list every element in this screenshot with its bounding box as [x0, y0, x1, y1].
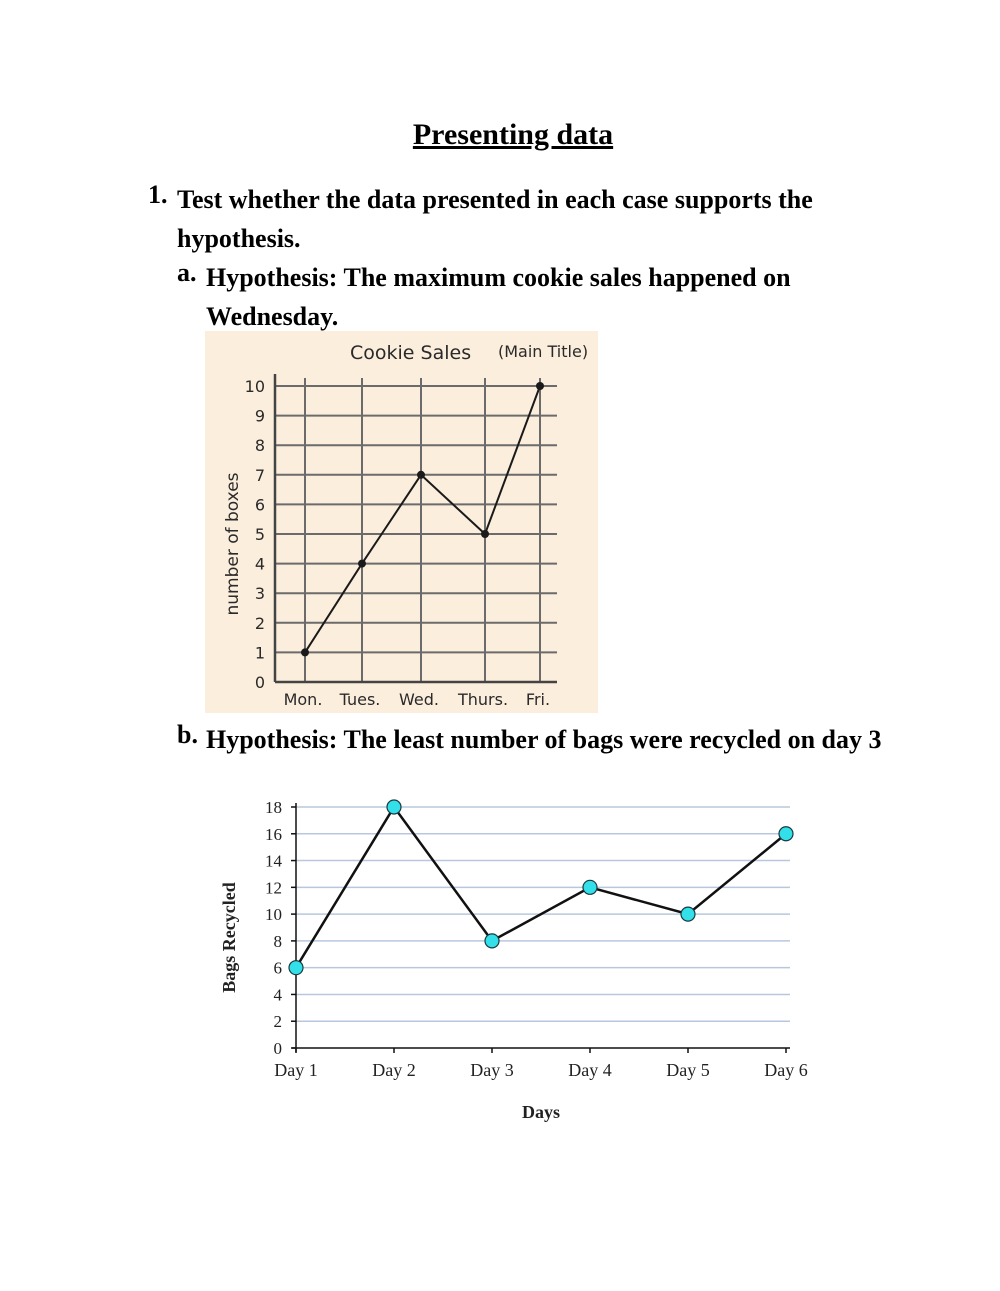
y-tick-label: 12	[265, 878, 282, 898]
y-tick-label: 2	[273, 1012, 282, 1032]
y-tick-label: 4	[254, 554, 265, 574]
part-a-letter: a.	[177, 258, 197, 287]
chart-title: Cookie Sales	[350, 342, 472, 364]
x-tick-label: Day 3	[470, 1060, 514, 1080]
y-tick-label: 18	[265, 798, 282, 817]
part-b-letter: b.	[177, 720, 198, 749]
x-tick-label: Thurs.	[457, 690, 509, 709]
x-tick-label: Day 2	[372, 1060, 416, 1080]
y-tick-label: 0	[254, 673, 265, 692]
x-axis-label: Days	[521, 1102, 561, 1122]
data-point	[387, 800, 401, 814]
x-tick-label: Day 4	[568, 1060, 612, 1080]
x-tick-label: Wed.	[399, 690, 439, 709]
y-tick-label: 14	[265, 851, 282, 871]
y-axis-label: Bags Recycled	[219, 882, 239, 993]
cookie-sales-chart-svg	[205, 331, 598, 713]
x-tick-label: Mon.	[283, 690, 323, 709]
x-tick-label: Day 5	[666, 1060, 710, 1080]
y-tick-label: 8	[254, 436, 265, 456]
x-tick-label: Tues.	[339, 690, 381, 709]
data-point	[779, 827, 793, 841]
y-axis-label: number of boxes	[223, 472, 243, 616]
cookie-sales-chart	[205, 331, 598, 713]
y-tick-label: 0	[273, 1039, 282, 1058]
y-tick-label: 10	[244, 377, 265, 396]
data-point	[417, 471, 425, 479]
bags-recycled-chart	[210, 795, 830, 1130]
data-point	[481, 530, 489, 538]
y-tick-label: 4	[273, 985, 282, 1005]
page-title: Presenting data	[412, 118, 614, 151]
data-point	[358, 560, 366, 568]
series-line	[305, 386, 540, 652]
y-tick-label: 6	[273, 958, 282, 978]
x-tick-label: Fri.	[525, 690, 551, 709]
question-number: 1.	[148, 180, 168, 209]
y-tick-label: 5	[254, 525, 265, 544]
data-point	[301, 648, 309, 656]
chart-title-note: (Main Title)	[498, 342, 589, 361]
data-point	[583, 880, 597, 894]
part-a-hypothesis: Hypothesis: The maximum cookie sales happened on Wednesday.	[206, 263, 791, 331]
x-tick-label: Day 6	[764, 1060, 808, 1080]
y-tick-label: 9	[254, 406, 265, 426]
y-tick-label: 2	[254, 613, 265, 633]
y-tick-label: 10	[265, 905, 282, 925]
y-tick-label: 6	[254, 495, 265, 515]
data-point	[681, 907, 695, 921]
bags-recycled-chart-svg	[210, 795, 830, 1130]
data-point	[289, 961, 303, 975]
y-tick-label: 7	[254, 465, 265, 485]
data-point	[485, 934, 499, 948]
data-point	[536, 382, 544, 390]
part-b-hypothesis: Hypothesis: The least number of bags were recycled on day 3	[206, 725, 882, 754]
question-text: Test whether the data presented in each case supports the hypothesis.	[177, 185, 813, 253]
y-tick-label: 16	[265, 824, 282, 844]
x-tick-label: Day 1	[274, 1060, 318, 1080]
y-tick-label: 8	[273, 931, 282, 951]
y-tick-label: 3	[254, 584, 265, 604]
y-tick-label: 1	[254, 643, 265, 663]
